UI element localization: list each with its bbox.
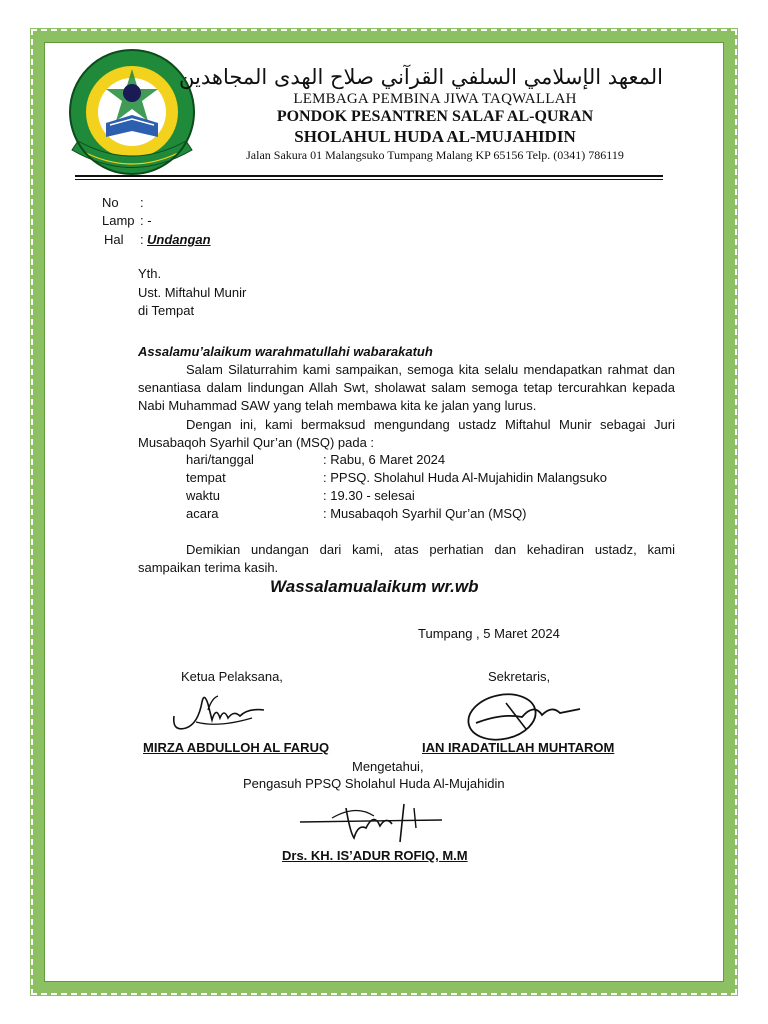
detail-label-time: waktu [186, 488, 220, 503]
detail-value-time: : 19.30 - selesai [323, 488, 415, 503]
hal-label: Hal [104, 232, 124, 247]
paragraph-2: Dengan ini, kami bermaksud mengundang ustadz Miftahul Munir sebagai Juri Musabaqoh Syarhil Qur’an (MSQ) pada : [138, 417, 675, 450]
left-signer-title: Ketua Pelaksana, [181, 669, 283, 684]
acknowledged-label: Mengetahui, [352, 759, 424, 774]
caretaker-signature [296, 798, 446, 848]
header-address: Jalan Sakura 01 Malangsuko Tumpang Malang KP 65156 Telp. (0341) 786119 [246, 148, 624, 162]
detail-label-date: hari/tanggal [186, 452, 254, 467]
no-label: No [102, 195, 119, 210]
detail-value-date: : Rabu, 6 Maret 2024 [323, 452, 446, 467]
arabic-institution-name: المعهد الإسلامي السلفي القرآني صلاح الهدى المجاهدين [179, 65, 663, 89]
header-divider [75, 175, 663, 177]
detail-label-place: tempat [186, 470, 226, 485]
wassalam: Wassalamualaikum wr.wb [270, 577, 479, 596]
place-date: Tumpang , 5 Maret 2024 [418, 626, 560, 641]
lamp-label: Lamp [102, 213, 135, 228]
hal-value: Undangan [147, 232, 211, 247]
recipient-name: Ust. Miftahul Munir [138, 285, 247, 300]
right-signature [462, 683, 587, 743]
recipient-place: di Tempat [138, 303, 195, 318]
no-value: : [140, 195, 144, 210]
caretaker-name: Drs. KH. IS’ADUR ROFIQ, M.M [282, 848, 468, 863]
detail-value-event: : Musabaqoh Syarhil Qur’an (MSQ) [323, 506, 527, 521]
lamp-value: : - [140, 213, 152, 228]
detail-value-place: : PPSQ. Sholahul Huda Al-Mujahidin Malangsuko [323, 470, 607, 485]
detail-label-event: acara [186, 506, 219, 521]
recipient-yth: Yth. [138, 266, 162, 281]
right-signer-name: IAN IRADATILLAH MUHTAROM [422, 740, 615, 755]
paragraph-1: Salam Silaturrahim kami sampaikan, semoga kita selalu mendapatkan rahmat dan senantiasa dalam lindungan Allah Swt, sholawat salam semoga tetap tercurahkan kepada Nabi Muhammad SAW yang telah membawa kita ke jalan yang lurus. [138, 362, 675, 413]
header-line-3: SHOLAHUL HUDA AL-MUJAHIDIN [294, 127, 576, 146]
header-line-1: LEMBAGA PEMBINA JIWA TAQWALLAH [293, 91, 577, 107]
right-signer-title: Sekretaris, [488, 669, 551, 684]
header-divider-thin [75, 179, 663, 180]
acknowledged-title: Pengasuh PPSQ Sholahul Huda Al-Mujahidin [243, 776, 505, 791]
greeting: Assalamu’alaikum warahmatullahi wabarakatuh [138, 344, 433, 359]
header-line-2: PONDOK PESANTREN SALAF AL-QURAN [276, 108, 594, 125]
left-signature [168, 688, 273, 736]
closing-paragraph: Demikian undangan dari kami, atas perhatian dan kehadiran ustadz, kami sampaikan terima kasih. [138, 542, 675, 575]
left-signer-name: MIRZA ABDULLOH AL FARUQ [143, 740, 330, 755]
hal-colon: : [140, 232, 144, 247]
